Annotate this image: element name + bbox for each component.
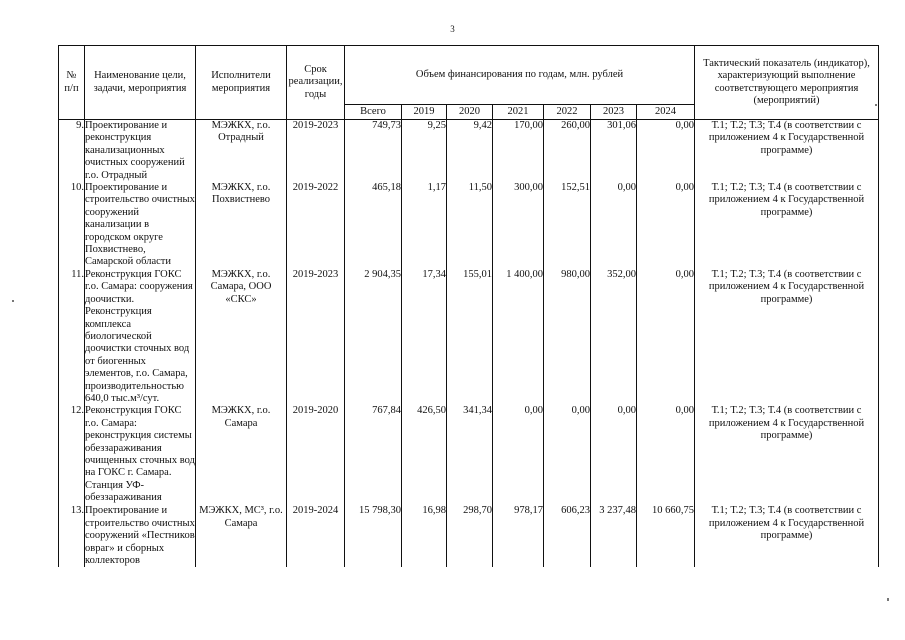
row-value: 0,00: [637, 405, 695, 505]
row-value: 16,98: [402, 505, 447, 567]
row-value: 352,00: [591, 269, 637, 405]
row-value: 0,00: [637, 182, 695, 269]
header-num: № п/п: [59, 46, 85, 120]
row-value: 0,00: [493, 405, 544, 505]
row-value: 0,00: [637, 120, 695, 183]
row-executor: МЭЖКХ, МС³, г.о. Самара: [196, 505, 287, 567]
scan-speck: [887, 598, 889, 601]
row-total: 465,18: [345, 182, 402, 269]
row-name: [85, 269, 196, 405]
header-year: 2022: [544, 105, 591, 120]
row-executor: МЭЖКХ, г.о. Самара: [196, 405, 287, 505]
row-value: 300,00: [493, 182, 544, 269]
row-number: 11.: [59, 269, 85, 405]
header-year: 2024: [637, 105, 695, 120]
row-name: Проектирование и реконструкция канализационных очистных сооружений г.о. Отрадный: [85, 120, 196, 183]
header-year: 2023: [591, 105, 637, 120]
row-value: 9,42: [447, 120, 493, 183]
row-value: 606,23: [544, 505, 591, 567]
row-value: 0,00: [591, 405, 637, 505]
header-funding: Объем финансирования по годам, млн. рублей: [345, 46, 695, 105]
row-executor: МЭЖКХ, г.о. Самара, ООО «СКС»: [196, 269, 287, 405]
row-term: 2019-2024: [287, 505, 345, 567]
row-executor: МЭЖКХ, г.о. Похвистнево: [196, 182, 287, 269]
row-value: 978,17: [493, 505, 544, 567]
row-number: 10.: [59, 182, 85, 269]
scan-speck: [875, 104, 877, 106]
row-value: 11,50: [447, 182, 493, 269]
row-value: 9,25: [402, 120, 447, 183]
row-value: 298,70: [447, 505, 493, 567]
row-value: 426,50: [402, 405, 447, 505]
row-value: 301,06: [591, 120, 637, 183]
header-indicator: Тактический показатель (индикатор), характеризующий выполнение соответствующего мероприятия (мероприятий): [695, 46, 879, 120]
row-number: 9.: [59, 120, 85, 183]
row-indicator: Т.1; Т.2; Т.3; Т.4 (в соответствии с приложением 4 к Государственной программе): [695, 182, 879, 269]
row-value: 3 237,48: [591, 505, 637, 567]
row-number: 13.: [59, 505, 85, 567]
row-total: 15 798,30: [345, 505, 402, 567]
row-total: 2 904,35: [345, 269, 402, 405]
row-value: 170,00: [493, 120, 544, 183]
header-total: Всего: [345, 105, 402, 120]
row-value: 155,01: [447, 269, 493, 405]
row-value: 1,17: [402, 182, 447, 269]
scan-speck: [12, 300, 14, 302]
row-term: 2019-2023: [287, 269, 345, 405]
row-value: 0,00: [637, 269, 695, 405]
row-term: 2019-2022: [287, 182, 345, 269]
table-row: [59, 505, 879, 567]
row-total: 767,84: [345, 405, 402, 505]
row-name: Проектирование и строительство очистных сооружений «Пестников овраг» и сборных коллекторов: [85, 505, 195, 566]
row-name: Проектирование и строительство очистных сооружений канализации в городском округе Похвистнево, Самарской области: [85, 182, 195, 268]
header-executors: Исполнители мероприятия: [196, 46, 287, 120]
row-value: 152,51: [544, 182, 591, 269]
table-row: [59, 120, 879, 183]
row-number: 12.: [59, 405, 85, 505]
table-row: [59, 269, 879, 405]
header-name: Наименование цели, задачи, мероприятия: [85, 46, 196, 120]
table-row: [59, 405, 879, 505]
row-executor: МЭЖКХ, г.о. Отрадный: [196, 120, 287, 183]
funding-table: [58, 45, 879, 567]
row-indicator: Т.1; Т.2; Т.3; Т.4 (в соответствии с приложением 4 к Государственной программе): [695, 269, 879, 405]
row-value: 260,00: [544, 120, 591, 183]
header-year: 2019: [402, 105, 447, 120]
row-indicator: Т.1; Т.2; Т.3; Т.4 (в соответствии с приложением 4 к Государственной программе): [695, 405, 879, 505]
header-term: Срок реализации, годы: [287, 46, 345, 120]
row-name-text: Реконструкция ГОКС г.о. Самара: сооружения доочистки. Реконструкция комплекса биологической доочистки сточных вод от биогенных элементов, г.о. Самара, производительностью 640,0 тыс.м³/сут.: [85, 268, 193, 404]
row-value: 980,00: [544, 269, 591, 405]
header-year: 2020: [447, 105, 493, 120]
header-year: 2021: [493, 105, 544, 120]
row-value: 0,00: [591, 182, 637, 269]
row-indicator: Т.1; Т.2; Т.3; Т.4 (в соответствии с приложением 4 к Государственной программе): [695, 120, 879, 183]
row-value: 17,34: [402, 269, 447, 405]
row-value: 0,00: [544, 405, 591, 505]
page-number: 3: [450, 24, 455, 34]
row-value: 341,34: [447, 405, 493, 505]
row-name: Реконструкция ГОКС г.о. Самара: реконструкция системы обеззараживания очищенных сточных вод на ГОКС г. Самара. Станция УФ-обеззараживания: [85, 405, 196, 505]
table-header: [59, 46, 879, 120]
row-indicator: Т.1; Т.2; Т.3; Т.4 (в соответствии с приложением 4 к Государственной программе): [695, 505, 879, 567]
table-row: [59, 182, 879, 269]
row-value: 10 660,75: [637, 505, 695, 567]
row-total: 749,73: [345, 120, 402, 183]
row-value: 1 400,00: [493, 269, 544, 405]
row-term: 2019-2020: [287, 405, 345, 505]
row-term: 2019-2023: [287, 120, 345, 183]
